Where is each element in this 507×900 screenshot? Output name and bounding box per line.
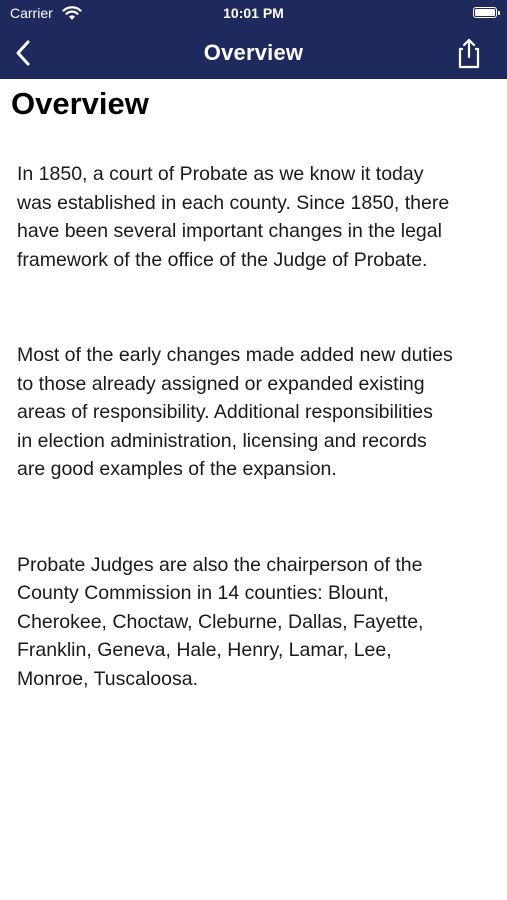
status-time: 10:01 PM xyxy=(223,5,284,21)
battery-icon xyxy=(473,7,497,18)
page-heading: Overview xyxy=(11,86,149,121)
share-icon xyxy=(453,36,485,70)
paragraph-history: In 1850, a court of Probate as we know it today was established in each county. Since 1850, there have been several important changes in the legal framework of the office of the Judge of Probate. xyxy=(17,163,450,271)
top-bar xyxy=(0,0,507,79)
nav-title: Overview xyxy=(203,40,304,65)
content-body xyxy=(17,160,497,693)
navigation-bar xyxy=(0,28,507,79)
carrier-label: Carrier xyxy=(10,5,53,21)
status-bar xyxy=(0,0,507,28)
paragraph-commission: Probate Judges are also the chairperson of the County Commission in 14 counties: Blount, Cherokee, Choctaw, Cleburne, Dallas, Fayette, Franklin, Geneva, Hale, Henry, Lamar, Lee, Monroe, Tuscaloosa. xyxy=(17,553,424,690)
share-button[interactable] xyxy=(453,36,485,70)
paragraph-changes: Most of the early changes made added new duties to those already assigned or expanded existing areas of responsibility. Additional responsibilities in election administration, licensing and records are good examples of the expansion. xyxy=(17,344,453,480)
